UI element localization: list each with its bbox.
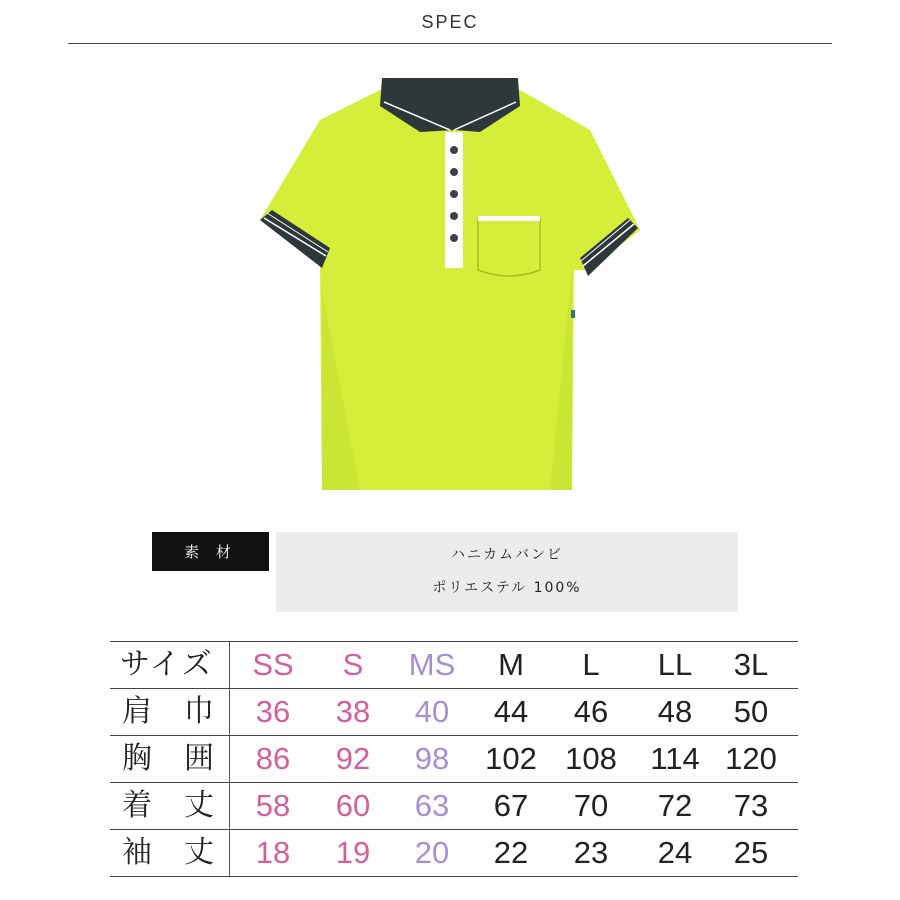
size-value: 72 bbox=[657, 788, 693, 823]
size-table bbox=[110, 641, 798, 877]
size-col-ms: MS bbox=[408, 647, 456, 682]
row-label-cell bbox=[110, 689, 230, 735]
size-row-sleeve bbox=[110, 829, 798, 877]
button bbox=[450, 212, 458, 220]
button bbox=[450, 190, 458, 198]
size-col-s: S bbox=[342, 647, 364, 682]
size-value: 114 bbox=[650, 741, 700, 776]
row-label-char: 肩 bbox=[122, 694, 152, 729]
row-label-char: 胸 bbox=[122, 741, 152, 776]
size-value: 63 bbox=[414, 788, 450, 823]
size-value: 24 bbox=[657, 835, 693, 870]
size-value: 102 bbox=[485, 741, 537, 776]
size-value: 46 bbox=[573, 694, 609, 729]
button bbox=[450, 234, 458, 242]
size-value: 38 bbox=[335, 694, 371, 729]
row-label-char: 袖 bbox=[122, 835, 152, 870]
size-value: 44 bbox=[493, 694, 529, 729]
size-value: 22 bbox=[493, 835, 529, 870]
button bbox=[450, 168, 458, 176]
size-value: 48 bbox=[657, 694, 693, 729]
size-value: 19 bbox=[335, 835, 371, 870]
spec-heading: SPEC bbox=[421, 12, 479, 32]
size-col-ll: LL bbox=[657, 647, 693, 682]
size-col-l: L bbox=[582, 647, 600, 682]
size-value: 108 bbox=[565, 741, 617, 776]
size-value: 40 bbox=[414, 694, 450, 729]
size-value: 20 bbox=[414, 835, 450, 870]
size-row-length bbox=[110, 782, 798, 829]
button bbox=[450, 146, 458, 154]
size-value: 23 bbox=[573, 835, 609, 870]
size-value: 50 bbox=[733, 694, 769, 729]
row-label-char: 丈 bbox=[184, 835, 214, 870]
size-row-chest bbox=[110, 735, 798, 782]
size-value: 60 bbox=[335, 788, 371, 823]
row-label-char: 巾 bbox=[184, 694, 214, 729]
size-value: 58 bbox=[255, 788, 291, 823]
size-value: 92 bbox=[335, 741, 371, 776]
size-value: 36 bbox=[255, 694, 291, 729]
row-label-cell bbox=[110, 783, 230, 829]
row-label-char: 囲 bbox=[184, 741, 214, 776]
size-value: 98 bbox=[414, 741, 450, 776]
size-value: 18 bbox=[255, 835, 291, 870]
size-header-label: サイズ bbox=[120, 647, 214, 682]
polo-shirt-image bbox=[250, 70, 660, 500]
size-col-ss: SS bbox=[252, 647, 294, 682]
spec-divider bbox=[68, 43, 832, 44]
row-label-cell bbox=[110, 830, 230, 876]
size-value: 67 bbox=[493, 788, 529, 823]
row-label-char: 丈 bbox=[184, 788, 214, 823]
material-name: ハニカムバンビ bbox=[451, 547, 563, 563]
row-label-cell bbox=[110, 736, 230, 782]
row-label-char: 着 bbox=[122, 788, 152, 823]
size-col-3l: 3L bbox=[733, 647, 769, 682]
size-header-label-cell bbox=[110, 642, 230, 688]
material-label: 素 材 bbox=[152, 532, 269, 571]
material-box bbox=[276, 532, 738, 612]
size-value: 70 bbox=[573, 788, 609, 823]
size-value: 86 bbox=[255, 741, 291, 776]
size-row-shoulder bbox=[110, 688, 798, 735]
material-composition: ポリエステル 100% bbox=[432, 580, 582, 596]
size-value: 73 bbox=[733, 788, 769, 823]
size-value: 25 bbox=[733, 835, 769, 870]
size-value: 120 bbox=[725, 741, 777, 776]
size-header-row bbox=[110, 641, 798, 688]
size-col-m: M bbox=[498, 647, 524, 682]
